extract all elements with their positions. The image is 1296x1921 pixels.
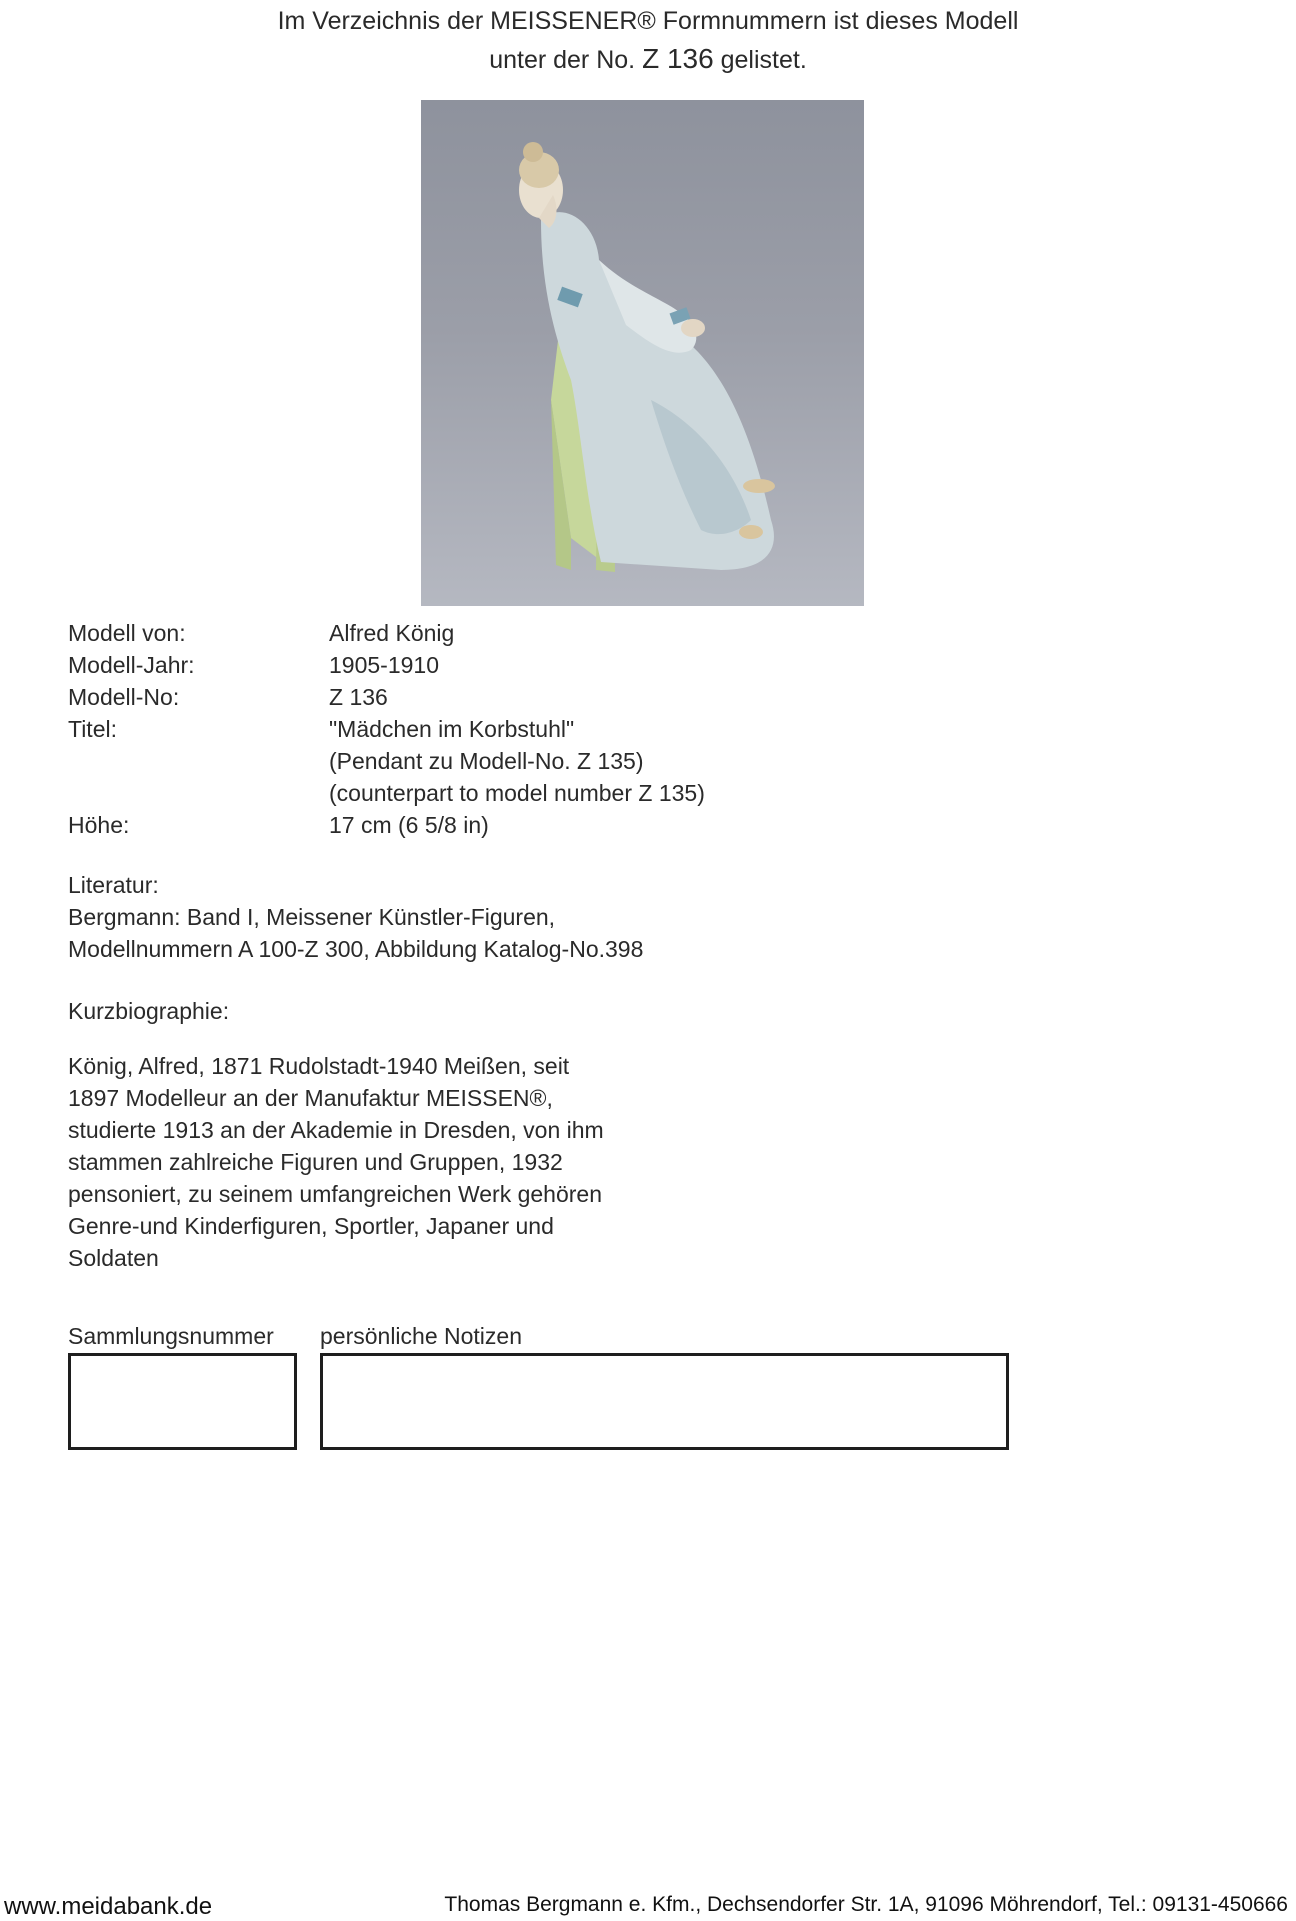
- literature-line-2: Modellnummern A 100-Z 300, Abbildung Katalog-No.398: [68, 936, 644, 962]
- title-label: Titel:: [68, 716, 117, 742]
- detail-row-number: [68, 681, 705, 713]
- header-line-2-pre: unter der No.: [489, 46, 636, 74]
- literature-section: [68, 869, 643, 965]
- biography-line: studierte 1913 an der Akademie in Dresden, von ihm: [68, 1117, 604, 1143]
- detail-row-year: [68, 649, 705, 681]
- header-line-1: Im Verzeichnis der MEISSENER® Formnummern ist dieses Modell: [277, 7, 1019, 35]
- detail-row-title-note-de: [68, 745, 705, 777]
- header-note: [0, 2, 1296, 79]
- biography-heading: Kurzbiographie:: [68, 998, 230, 1024]
- model-year-label: Modell-Jahr:: [68, 652, 195, 678]
- title-note-de: (Pendant zu Modell-No. Z 135): [329, 748, 644, 774]
- detail-row-height: [68, 809, 705, 841]
- personal-notes-label: persönliche Notizen: [320, 1323, 523, 1349]
- title-value: "Mädchen im Korbstuhl": [329, 716, 575, 742]
- biography-text: [68, 1050, 628, 1274]
- biography-line: König, Alfred, 1871 Rudolstadt-1940 Meißen, seit: [68, 1053, 570, 1079]
- biography-line: stammen zahlreiche Figuren und Gruppen, 1932: [68, 1149, 563, 1175]
- header-line-2: [0, 40, 1296, 79]
- literature-line-1: Bergmann: Band I, Meissener Künstler-Figuren,: [68, 904, 556, 930]
- model-by-value: Alfred König: [329, 620, 455, 646]
- figurine-photo: [421, 100, 864, 606]
- literature-heading: Literatur:: [68, 872, 159, 898]
- figurine-illustration: [421, 100, 864, 606]
- title-note-en: (counterpart to model number Z 135): [329, 780, 705, 806]
- model-number-label: Modell-No:: [68, 684, 180, 710]
- footer-address: Thomas Bergmann e. Kfm., Dechsendorfer Str. 1A, 91096 Möhrendorf, Tel.: 09131-450666: [444, 1893, 1288, 1916]
- model-by-label: Modell von:: [68, 620, 186, 646]
- collection-number-label: Sammlungsnummer: [68, 1323, 274, 1349]
- biography-line: pensoniert, zu seinem umfangreichen Werk gehören: [68, 1181, 602, 1207]
- header-line-2-post: gelistet.: [720, 46, 807, 74]
- model-year-value: 1905-1910: [329, 652, 439, 678]
- detail-row-title-note-en: [68, 777, 705, 809]
- height-label: Höhe:: [68, 812, 130, 838]
- footer-website: www.meidabank.de: [4, 1893, 213, 1920]
- biography-line: Genre-und Kinderfiguren, Sportler, Japaner und: [68, 1213, 554, 1239]
- height-value: 17 cm (6 5/8 in): [329, 812, 489, 838]
- collection-number-field[interactable]: [68, 1353, 297, 1450]
- model-number-value: Z 136: [329, 684, 388, 710]
- biography-line: 1897 Modelleur an der Manufaktur MEISSEN®,: [68, 1085, 553, 1111]
- personal-notes-field[interactable]: [320, 1353, 1009, 1450]
- biography-line: Soldaten: [68, 1245, 159, 1271]
- model-details: [68, 617, 705, 841]
- detail-row-model-by: [68, 617, 705, 649]
- detail-row-title: [68, 713, 705, 745]
- header-model-number: Z 136: [642, 43, 714, 74]
